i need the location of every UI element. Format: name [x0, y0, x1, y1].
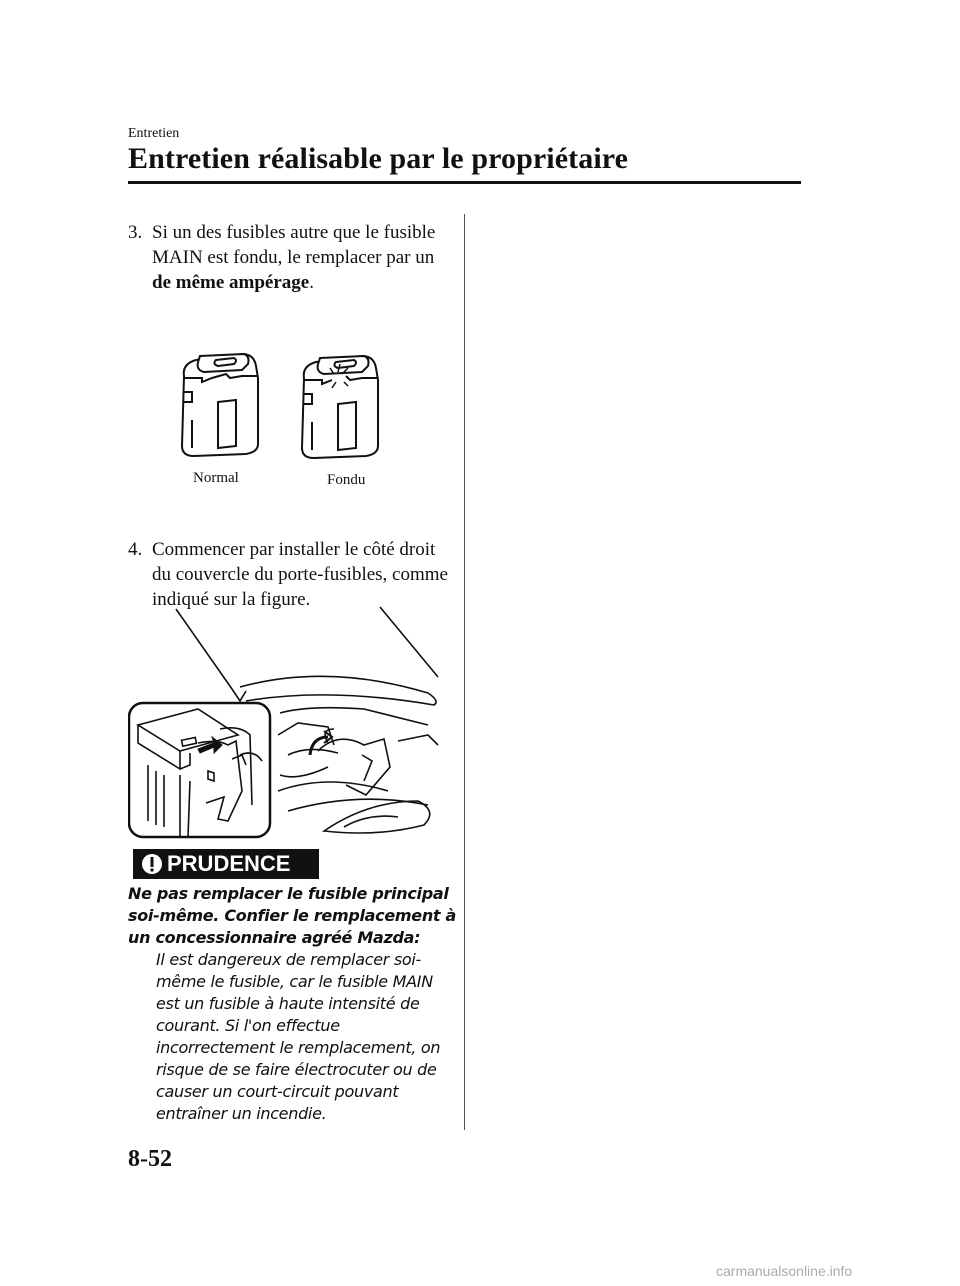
- caution-body: Il est dangereux de remplacer soi-même le fusible, car le fusible MAIN est un fusible à haute intensité de courant. Si l'on effectue incorrectement le remplacement, on risque de se faire électrocuter ou de causer un court-circuit pouvant entraîner un incendie.: [156, 950, 441, 1123]
- step-3-text-plain: Si un des fusibles autre que le fusible MAIN est fondu, le remplacer par un: [152, 222, 436, 268]
- step-3-text-end: .: [309, 272, 314, 293]
- caution-heading: Ne pas remplacer le fusible principal soi-même. Confier le remplacement à un concessionnaire agréé Mazda:: [128, 884, 457, 947]
- step-3: [128, 220, 448, 295]
- step-4-text: Commencer par installer le côté droit du couvercle du porte-fusibles, comme indiqué sur la figure.: [152, 539, 448, 610]
- blown-fuse-label: Fondu: [327, 472, 366, 488]
- fuse-illustration: [172, 348, 392, 472]
- fuse-cover-installation-illustration: [128, 605, 440, 841]
- step-4-number: 4.: [128, 539, 143, 560]
- watermark: carmanualsonline.info: [716, 1263, 853, 1279]
- normal-fuse-label: Normal: [193, 470, 239, 486]
- section-label: Entretien: [128, 126, 180, 141]
- blown-fuse-icon: [302, 356, 378, 458]
- normal-fuse-icon: [182, 354, 258, 456]
- step-4: [128, 537, 448, 612]
- caution-badge-label: PRUDENCE: [167, 851, 291, 876]
- warning-icon: [141, 853, 163, 875]
- title-rule: [128, 181, 801, 184]
- caution-badge: [133, 849, 319, 879]
- inset-detail: [129, 703, 270, 837]
- column-divider: [464, 214, 465, 1130]
- page-number: 8-52: [128, 1146, 172, 1172]
- step-3-number: 3.: [128, 222, 143, 243]
- step-3-text: [152, 220, 448, 295]
- page-title: Entretien réalisable par le propriétaire: [128, 142, 629, 175]
- step-3-text-bold: de même ampérage: [152, 272, 310, 293]
